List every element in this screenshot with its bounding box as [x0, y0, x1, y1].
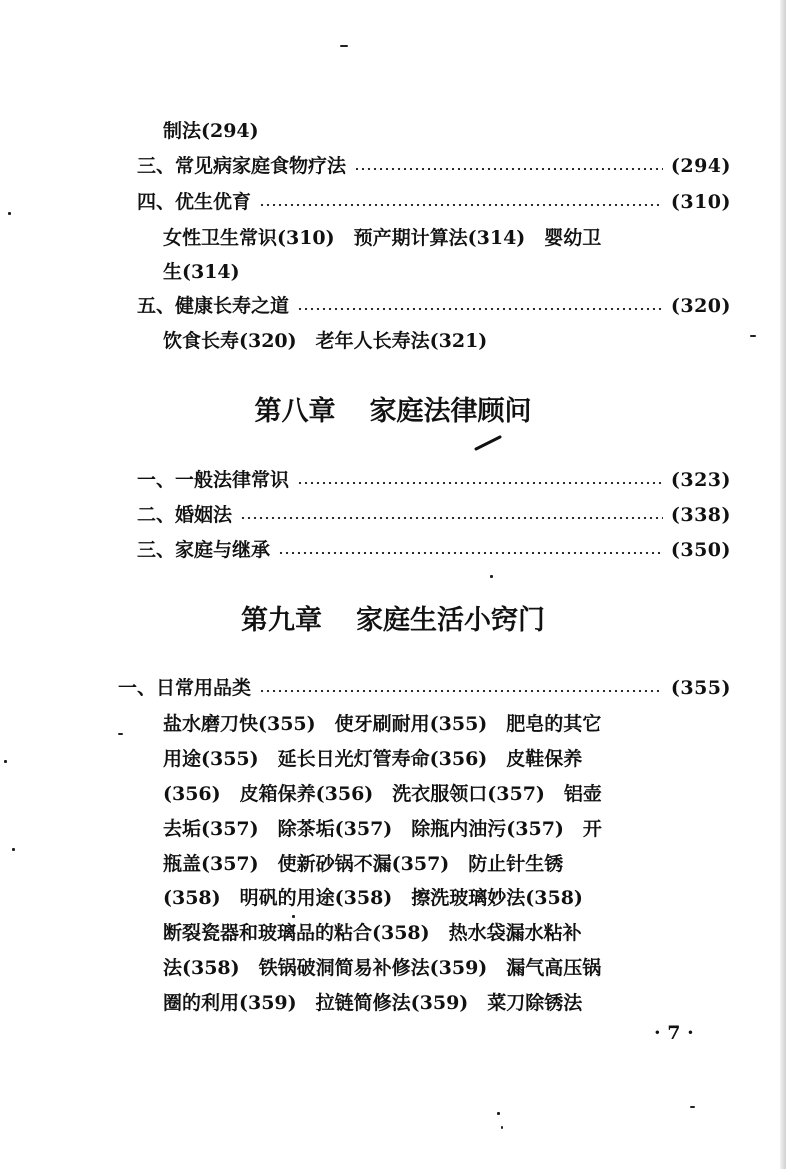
toc-entry-legal-knowledge [137, 462, 731, 498]
toc-entry-label: 一、一般法律常识 [137, 469, 290, 491]
toc-entry-label: 一、日常用品类 [118, 677, 252, 699]
toc-entry-longevity [137, 288, 731, 324]
chapter-number: 第九章 [241, 605, 322, 636]
toc-entry-inheritance [137, 532, 731, 568]
toc-entry-food-therapy [137, 148, 731, 184]
toc-subtopics: 圈的利用(359) 拉链简修法(359) 菜刀除锈法 [163, 992, 583, 1014]
page-number: · 7 · [654, 1022, 694, 1044]
chapter-title: 家庭生活小窍门 [356, 605, 545, 636]
chapter-heading [0, 392, 786, 432]
toc-subtopics: 瓶盖(357) 使新砂锅不漏(357) 防止针生锈 [163, 853, 564, 875]
toc-subtopics: 断裂瓷器和玻璃品的粘合(358) 热水袋漏水粘补 [163, 922, 582, 944]
chapter-heading [0, 601, 786, 641]
toc-entry-eugenics [137, 184, 731, 220]
toc-subtopics: (356) 皮箱保养(356) 洗衣服领口(357) 铝壶 [163, 783, 602, 805]
dot-leader [259, 690, 663, 692]
dot-leader [354, 168, 663, 170]
toc-subtopics: (358) 明矾的用途(358) 擦洗玻璃妙法(358) [163, 887, 583, 909]
chapter-title: 家庭法律顾问 [369, 396, 532, 427]
toc-subtopics: 法(358) 铁锅破洞简易补修法(359) 漏气高压锅 [163, 957, 602, 979]
toc-continuation: 制法(294) [163, 120, 259, 142]
toc-entry-page: (338) [670, 504, 731, 526]
toc-entry-page: (323) [670, 469, 731, 491]
pen-mark [474, 433, 504, 453]
toc-entry-page: (320) [670, 295, 731, 317]
dot-leader [297, 482, 663, 484]
toc-entry-page: (350) [670, 539, 731, 561]
chapter-number: 第八章 [254, 396, 336, 427]
toc-subtopics: 盐水磨刀快(355) 使牙刷耐用(355) 肥皂的其它 [163, 713, 602, 735]
toc-subtopics: 女性卫生常识(310) 预产期计算法(314) 婴幼卫 [163, 227, 602, 249]
toc-entry-label: 四、优生优育 [137, 191, 252, 213]
toc-entry-label: 五、健康长寿之道 [137, 295, 290, 317]
dot-leader [259, 204, 663, 206]
toc-subtopics: 生(314) [163, 261, 240, 283]
toc-entry-label: 三、家庭与继承 [137, 539, 271, 561]
dot-leader [297, 308, 663, 310]
toc-entry-label: 二、婚姻法 [137, 504, 233, 526]
toc-subtopics: 用途(355) 延长日光灯管寿命(356) 皮鞋保养 [163, 748, 583, 770]
toc-subtopics: 饮食长寿(320) 老年人长寿法(321) [163, 330, 488, 352]
toc-entry-page: (310) [670, 191, 731, 213]
toc-entry-label: 三、常见病家庭食物疗法 [137, 155, 347, 177]
toc-entry-daily-items [118, 670, 731, 706]
toc-entry-marriage-law [137, 497, 731, 533]
toc-entry-page: (294) [670, 155, 731, 177]
dot-leader [278, 552, 663, 554]
toc-subtopics: 去垢(357) 除茶垢(357) 除瓶内油污(357) 开 [163, 818, 602, 840]
dot-leader [240, 517, 663, 519]
toc-entry-page: (355) [670, 677, 731, 699]
